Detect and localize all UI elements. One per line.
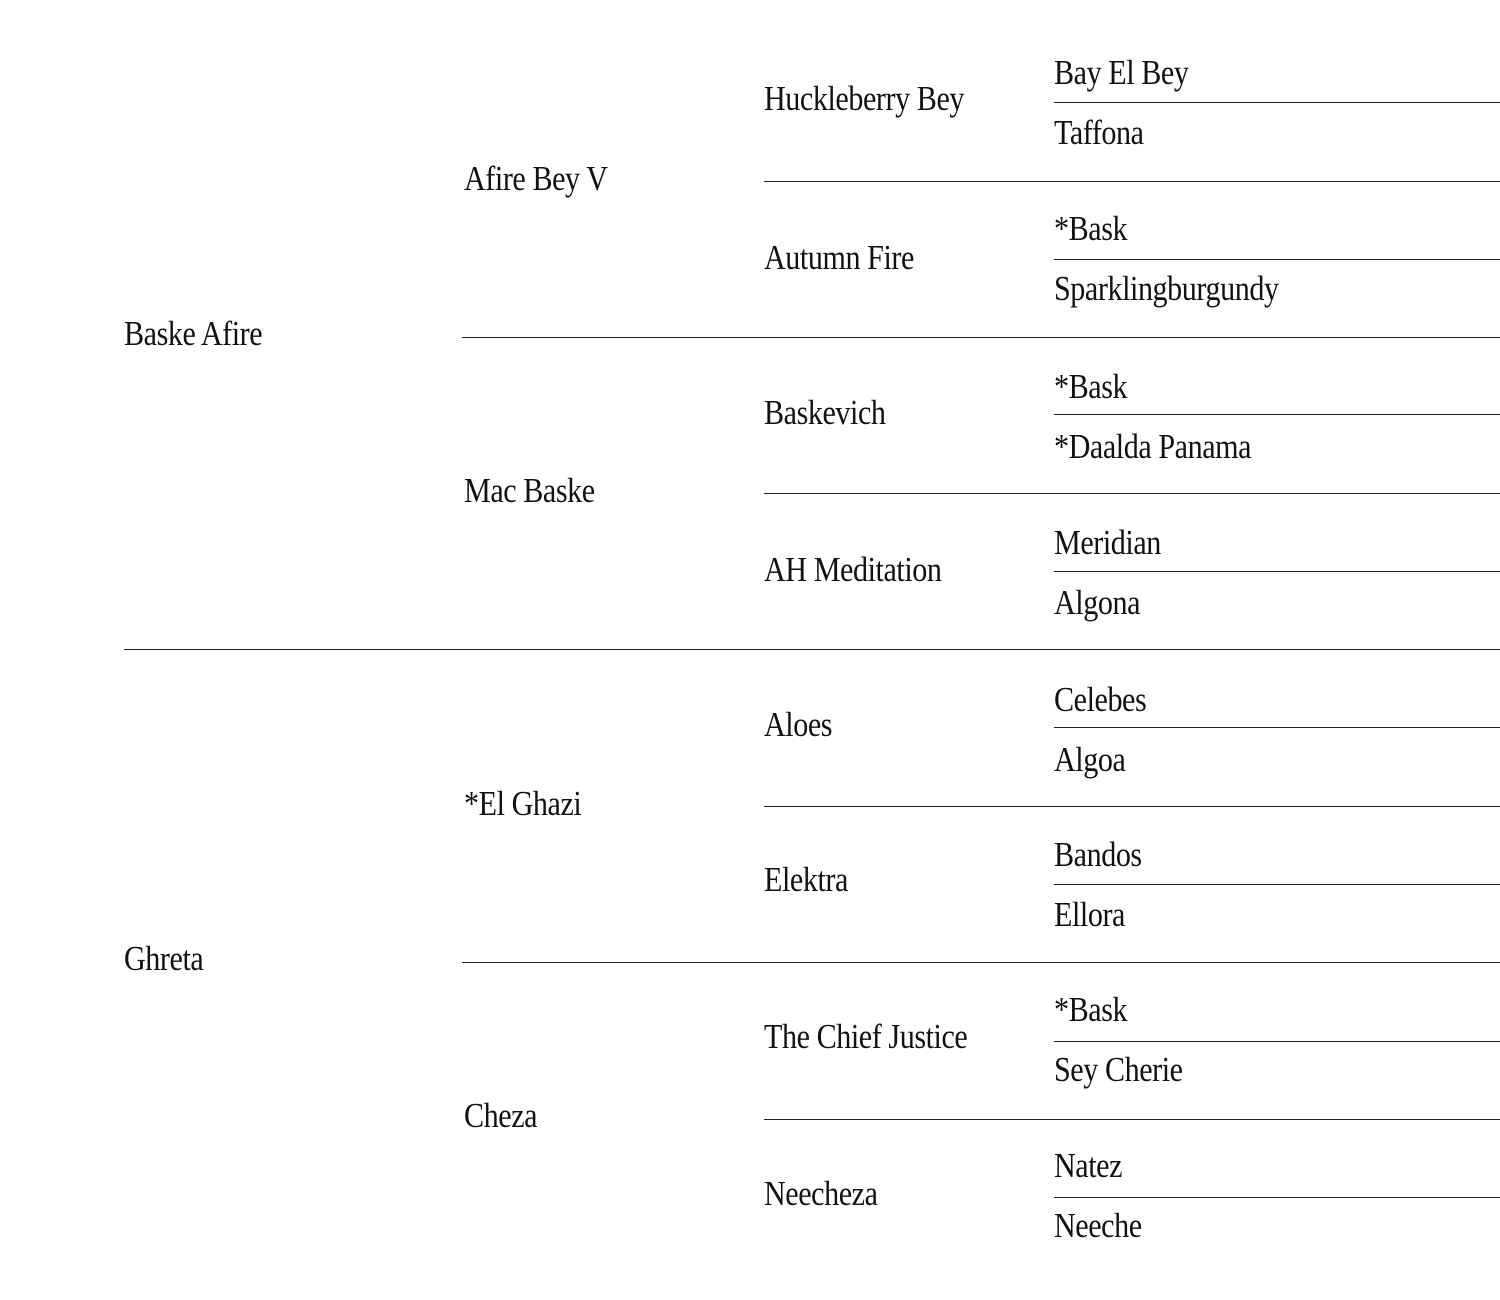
- dam-sire-name: *El Ghazi: [464, 784, 582, 823]
- dam-dam-name: Cheza: [464, 1096, 538, 1135]
- great-great-grandparent-name: Taffona: [1054, 113, 1144, 152]
- divider-generation-2: [462, 962, 1500, 963]
- great-grandparent-name: Aloes: [764, 705, 833, 744]
- divider-generation-3: [764, 493, 1500, 494]
- great-great-grandparent-name: Sey Cherie: [1054, 1050, 1183, 1089]
- divider-generation-4: [1054, 1197, 1500, 1198]
- sire-sire-name: Afire Bey V: [464, 159, 608, 198]
- divider-generation-3: [764, 806, 1500, 807]
- great-grandparent-name: Neecheza: [764, 1174, 878, 1213]
- great-great-grandparent-name: Natez: [1054, 1146, 1123, 1185]
- great-grandparent-name: AH Meditation: [764, 550, 942, 589]
- great-great-grandparent-name: Ellora: [1054, 895, 1125, 934]
- great-great-grandparent-name: *Bask: [1054, 367, 1128, 406]
- divider-generation-4: [1054, 414, 1500, 415]
- divider-generation-4: [1054, 259, 1500, 260]
- great-great-grandparent-name: *Bask: [1054, 990, 1128, 1029]
- great-grandparent-name: Elektra: [764, 860, 848, 899]
- great-grandparent-name: The Chief Justice: [764, 1017, 968, 1056]
- great-great-grandparent-name: Algoa: [1054, 740, 1126, 779]
- dam-name: Ghreta: [124, 939, 204, 978]
- great-grandparent-name: Huckleberry Bey: [764, 79, 964, 118]
- divider-generation-2: [462, 337, 1500, 338]
- divider-generation-3: [764, 1119, 1500, 1120]
- great-great-grandparent-name: Algona: [1054, 583, 1141, 622]
- great-great-grandparent-name: *Bask: [1054, 209, 1128, 248]
- divider-generation-4: [1054, 102, 1500, 103]
- great-great-grandparent-name: Celebes: [1054, 680, 1147, 719]
- great-great-grandparent-name: *Daalda Panama: [1054, 427, 1252, 466]
- great-grandparent-name: Autumn Fire: [764, 238, 914, 277]
- divider-generation-4: [1054, 884, 1500, 885]
- divider-generation-4: [1054, 571, 1500, 572]
- great-great-grandparent-name: Sparklingburgundy: [1054, 269, 1279, 308]
- great-great-grandparent-name: Neeche: [1054, 1206, 1142, 1245]
- divider-generation-1: [124, 649, 1500, 650]
- divider-generation-4: [1054, 1041, 1500, 1042]
- divider-generation-3: [764, 181, 1500, 182]
- sire-name: Baske Afire: [124, 314, 263, 353]
- great-great-grandparent-name: Bandos: [1054, 835, 1142, 874]
- great-great-grandparent-name: Bay El Bey: [1054, 53, 1189, 92]
- great-grandparent-name: Baskevich: [764, 393, 886, 432]
- sire-dam-name: Mac Baske: [464, 471, 595, 510]
- divider-generation-4: [1054, 727, 1500, 728]
- great-great-grandparent-name: Meridian: [1054, 523, 1161, 562]
